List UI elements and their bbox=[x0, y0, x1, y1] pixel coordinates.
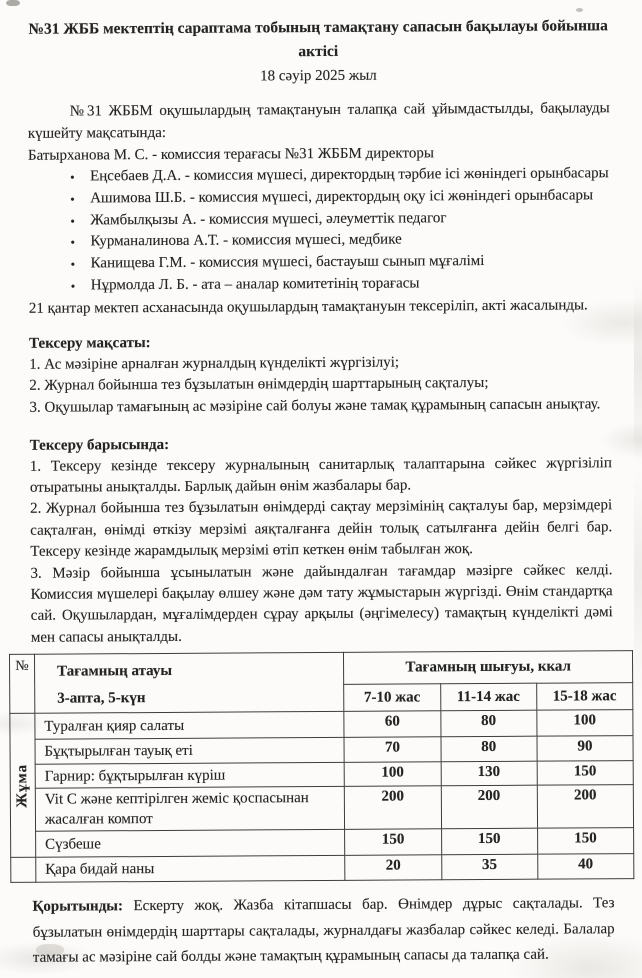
purpose-item: 2. Журнал бойынша тез бұзылатын өнімдердің шарттарының сақталуы; bbox=[29, 375, 489, 395]
column-header-age-15-18: 15-18 жас bbox=[536, 683, 632, 711]
calorie-value-cell: 80 bbox=[440, 710, 536, 737]
column-header-age-7-10: 7-10 жас bbox=[344, 684, 440, 712]
calorie-value-cell: 200 bbox=[441, 785, 537, 829]
column-header-number: № bbox=[9, 654, 34, 713]
purpose-items bbox=[29, 351, 611, 419]
dish-name-cell: Vit C және кептірілген жеміс қоспасынан жасалған компот bbox=[35, 787, 345, 832]
member-name-text: Канищева Г.М. - комиссия мүшесі, бастауыш сынып мұғалімі bbox=[90, 253, 485, 272]
table-row bbox=[10, 736, 633, 765]
process-items bbox=[30, 453, 613, 649]
purpose-section bbox=[29, 329, 612, 419]
calorie-value-cell: 100 bbox=[537, 710, 633, 737]
process-item: 3. Мәзір бойынша ұсынылатын және дайындалған тағамдар мәзірге сәйкес келді. Комиссия мүшелері бақылау өлшеу және дәм тату жұмыстарын жүргізді. Өнім стандартқа сай. Оқушылардан, мұғалімдерден сұрау арқылы (әңгімелесу) тамақтың күнделікті дәмі мен сапасы анықталды. bbox=[30, 561, 613, 646]
table-row bbox=[11, 828, 634, 858]
intro-paragraph: №31 ЖББМ оқушылардың тамақтануын талапқа сай ұйымдастылды, бақылауды күшейту мақсатында: bbox=[27, 100, 610, 142]
member-list-item bbox=[29, 272, 611, 297]
conclusion-text: Ескерту жоқ. Жазба кітапшасы бар. Өнімдер дұрыс сақталады. Тез бұзылатын өнімдердің шарттары сақталады, журналдағы жазбалар сәйкес келеді. Балалар тамағы ас мәзіріне сай болды және тамақтың құрамының сапасы да талапқа сай. bbox=[32, 895, 615, 966]
column-header-calories: Тағамның шығуы, ккал bbox=[344, 651, 633, 685]
purpose-heading: Тексеру мақсаты: bbox=[29, 334, 151, 352]
commission-member-list bbox=[28, 163, 611, 297]
day-cell bbox=[10, 713, 36, 857]
member-name-text: Курманалинова А.Т. - комиссия мүшесі, медбике bbox=[90, 231, 402, 250]
bullet-icon: • bbox=[70, 234, 76, 250]
dish-name-cell: Қара бидай наны bbox=[36, 856, 346, 883]
calorie-value-cell: 35 bbox=[441, 854, 537, 880]
purpose-item: 1. Ас мәзіріне арналған журналдың күнделікті жүргізілуі; bbox=[29, 354, 400, 373]
bullet-icon: • bbox=[70, 278, 76, 294]
process-item: 1. Тексеру кезінде тексеру журналының санитарлық талаптарына сәйкес жүргізіліп отыратыны анықталды. Барлық дайын өнім жазбалары бар. bbox=[29, 454, 612, 496]
calorie-value-cell: 80 bbox=[441, 736, 537, 762]
document-title-line1: №31 ЖББ мектептің сараптама тобының тамақтану сапасын бақылауы бойынша bbox=[28, 17, 608, 38]
day-label: Жұма bbox=[14, 763, 31, 808]
day-cell-empty bbox=[11, 857, 36, 882]
calorie-value-cell: 150 bbox=[441, 828, 537, 855]
calorie-value-cell: 200 bbox=[537, 785, 634, 829]
column-header-dish-name bbox=[34, 653, 344, 714]
dish-name-cell: Гарнир: бұқтырылған күріш bbox=[35, 763, 345, 789]
calorie-value-cell: 40 bbox=[537, 854, 633, 880]
document-title-line2: актісі bbox=[298, 42, 339, 61]
menu-calories-table bbox=[9, 650, 634, 883]
calorie-value-cell: 60 bbox=[344, 711, 440, 738]
inspection-note: 21 қантар мектеп асханасында оқушылардың тамақтануын тексеріліп, акті жасалынды. bbox=[28, 297, 588, 317]
column-header-age-11-14: 11-14 жас bbox=[440, 683, 536, 711]
conclusion-heading: Қорытынды: bbox=[32, 898, 124, 915]
document-date: 18 сәуір 2025 жыл bbox=[260, 67, 377, 85]
dish-name-cell: Туралған қияр салаты bbox=[35, 712, 345, 740]
member-name-text: Нұрмолда Л. Б. - ата – аналар комитетінің торағасы bbox=[90, 275, 420, 294]
table-row bbox=[10, 785, 633, 832]
calorie-value-cell: 100 bbox=[344, 762, 440, 787]
process-section bbox=[30, 431, 613, 649]
calorie-value-cell: 20 bbox=[345, 855, 441, 881]
dish-name-header-line1: Тағамның атауы bbox=[56, 663, 173, 680]
bullet-icon: • bbox=[70, 256, 76, 272]
calorie-value-cell: 90 bbox=[537, 736, 633, 762]
bullet-icon: • bbox=[70, 191, 75, 207]
calorie-value-cell: 150 bbox=[345, 829, 441, 856]
commission-chairman: Батырханова М. С. - комиссия терағасы №31 ЖББМ директоры bbox=[27, 145, 434, 164]
member-name-text: Жамбылқызы А. - комиссия мүшесі, әлеуметтік педагог bbox=[90, 209, 447, 228]
dish-name-cell: Бұқтырылған тауық еті bbox=[35, 738, 345, 765]
bullet-icon: • bbox=[70, 169, 75, 185]
calorie-value-cell: 150 bbox=[537, 828, 633, 855]
member-name-text: Еңсебаев Д.А. - комиссия мүшесі, директордың тәрбие ісі жөніндегі орынбасары bbox=[90, 165, 609, 185]
conclusion-paragraph bbox=[32, 891, 614, 971]
menu-table-body bbox=[10, 710, 634, 883]
purpose-item: 3. Оқушылар тамағының ас мәзіріне сай болуы және тамақ құрамының сапасын анықтау. bbox=[29, 396, 601, 416]
member-name-text: Ашимова Ш.Б. - комиссия мүшесі, директордың оқу ісі жөніндегі орынбасары bbox=[90, 187, 594, 207]
bullet-icon: • bbox=[70, 213, 75, 229]
calorie-value-cell: 200 bbox=[345, 786, 441, 830]
process-item: 2. Журнал бойынша тез бұзылатын өнімдерді сақтау мерзімінің сақталуы бар, мерзімдері сақталған, өнімді өткізу мерзімі аяқталғанға дейін толық сатылғанға дейін белгі бар. Тексеру кезінде жарамдылық мерзімі өтіп кеткен өнім табылған жоқ. bbox=[30, 497, 613, 560]
process-heading: Тексеру барысында: bbox=[29, 436, 170, 454]
dish-name-header-line2: 3-апта, 5-күн bbox=[57, 690, 146, 707]
calorie-value-cell: 150 bbox=[537, 761, 633, 786]
table-row bbox=[11, 854, 634, 883]
table-row bbox=[10, 710, 633, 740]
calorie-value-cell: 130 bbox=[441, 761, 537, 786]
menu-table-header bbox=[9, 651, 632, 714]
calorie-value-cell: 70 bbox=[344, 737, 440, 763]
dish-name-cell: Сүзбеше bbox=[36, 830, 346, 858]
